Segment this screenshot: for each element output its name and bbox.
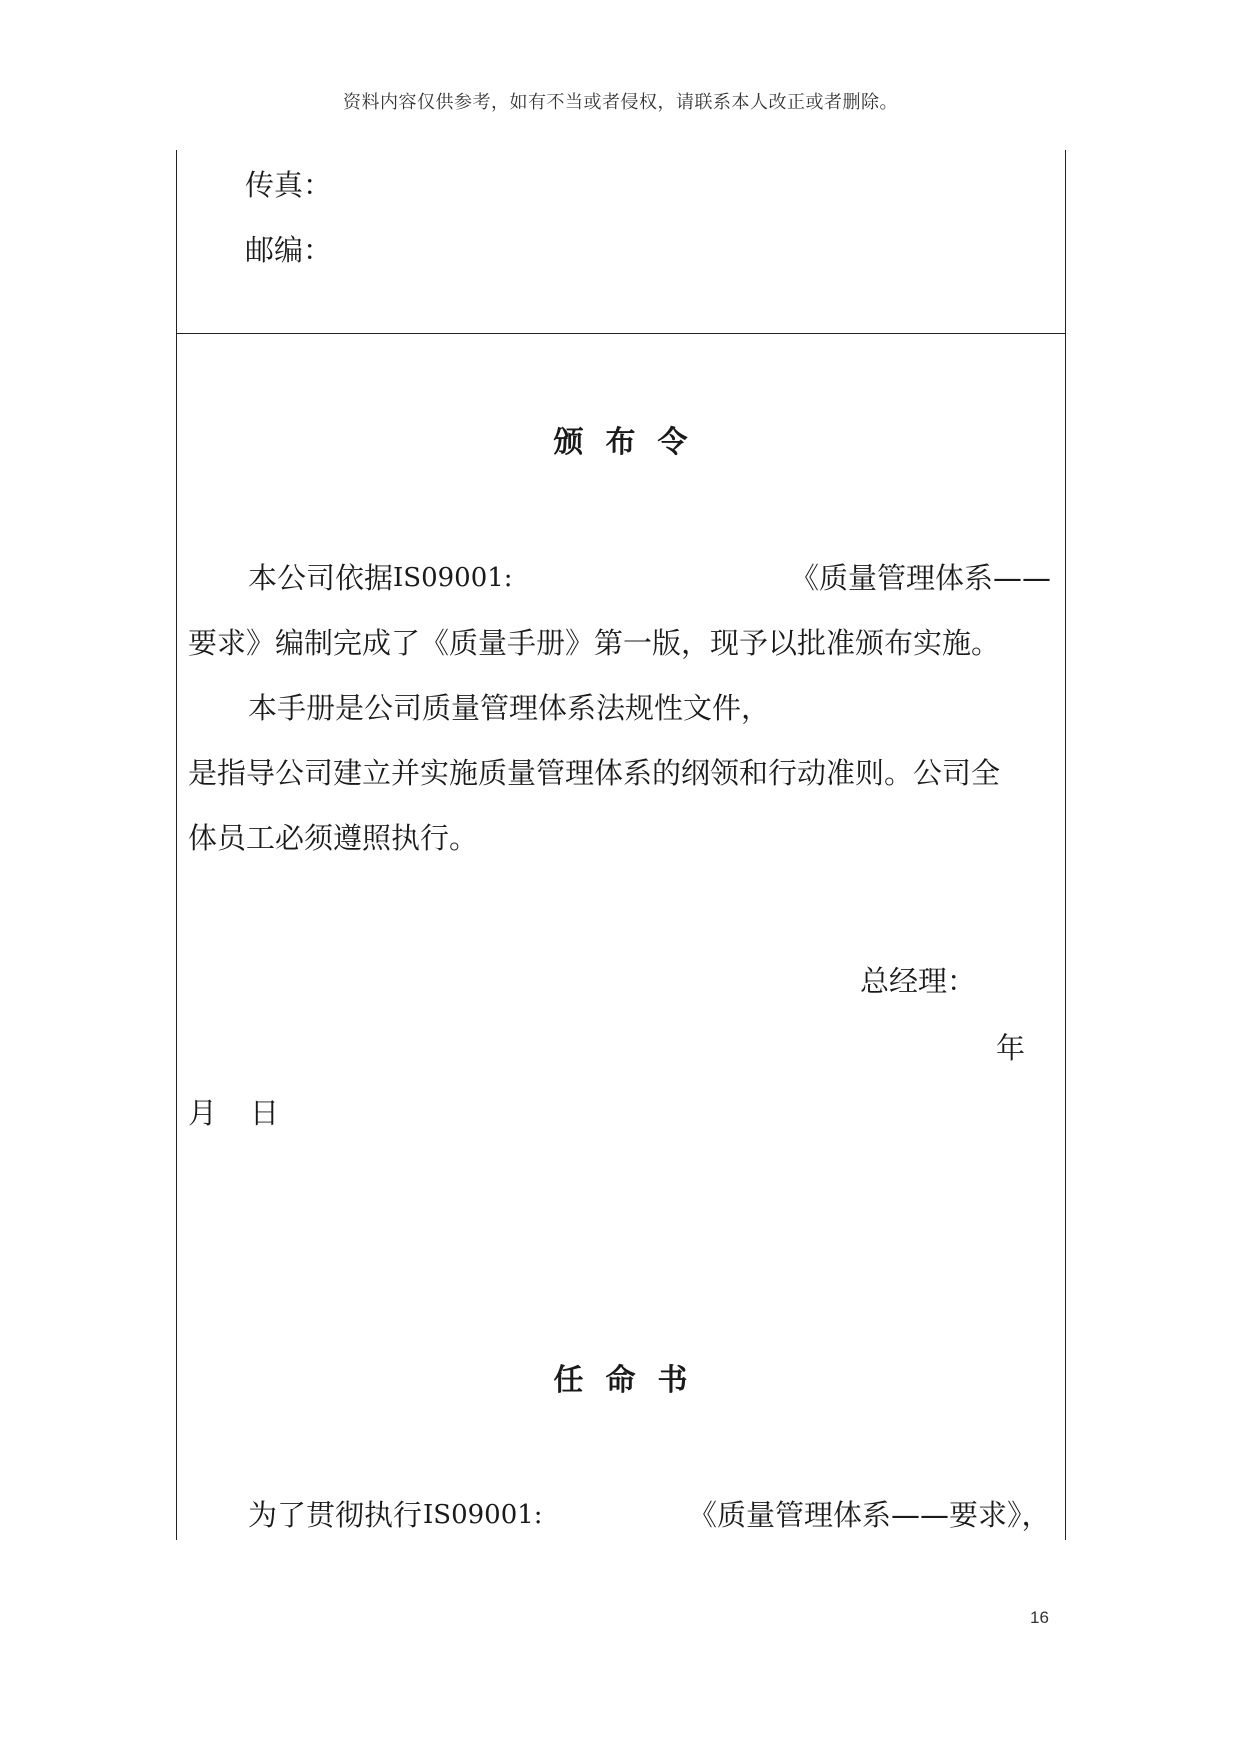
appointment-para1-start: 为了贯彻执行 [248,1498,423,1532]
postcode-label: 邮编： [245,233,333,267]
fax-label: 传真： [245,168,333,202]
general-manager-label: 总经理： [860,964,977,998]
announcement-para2-line2: 是指导公司建立并实施质量管理体系的纲领和行动准则。公司全 [188,756,1001,790]
appointment-para1-end: 《质量管理体系——要求》， [688,1498,1051,1532]
table-row-divider [176,333,1066,334]
announcement-para1-line2: 要求》编制完成了《质量手册》第一版，现予以批准颁布实施。 [188,626,1001,660]
page-number: 16 [1030,1608,1049,1627]
page-header-disclaimer: 资料内容仅供参考，如有不当或者侵权，请联系本人改正或者删除。 [343,92,898,113]
announcement-title: 颁布令 [553,425,710,460]
announcement-para2-line1: 本手册是公司质量管理体系法规性文件， [248,691,771,725]
appointment-title: 任命书 [553,1363,710,1398]
appointment-standard-code: IS09001: [423,1500,543,1530]
month-label: 月 [188,1096,218,1130]
announcement-para2-line3: 体员工必须遵照执行。 [188,821,479,855]
announcement-para1-end: 《质量管理体系—— [790,561,1052,595]
announcement-standard-code: IS09001: [393,563,513,593]
announcement-para1-start: 本公司依据 [248,561,394,595]
day-label: 日 [250,1096,280,1130]
year-label: 年 [996,1031,1026,1065]
